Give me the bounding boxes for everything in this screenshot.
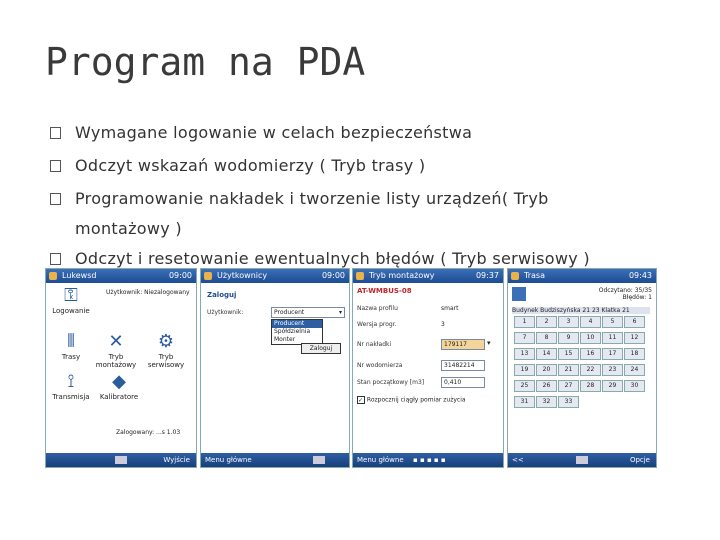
chevron-down-icon[interactable]: ▾ <box>487 339 491 347</box>
initial-state-input[interactable]: 0,410 <box>441 377 485 388</box>
device-name: AT-WMBUS-08 <box>357 287 412 295</box>
trasy-button[interactable]: ⫴ Trasy <box>46 331 96 361</box>
start-icon[interactable] <box>49 272 57 280</box>
back-softkey[interactable]: << <box>512 456 524 464</box>
slide-title: Program na PDA <box>45 40 366 84</box>
zaloguj-link[interactable]: Zaloguj <box>207 291 237 299</box>
options-softkey[interactable]: Opcje <box>629 456 650 464</box>
pda-screen-route <box>507 268 657 468</box>
field-label: Nr nakładki <box>357 341 392 348</box>
title-bar: Lukewsd 09:00 <box>46 269 196 283</box>
apartment-cell[interactable]: 4 <box>580 316 601 328</box>
apartment-cell[interactable]: 26 <box>536 380 557 392</box>
title-bar: Użytkownicy 09:00 <box>201 269 349 283</box>
user-dropdown <box>271 319 323 345</box>
bullet-item: Wymagane logowanie w celach bezpieczeństwa <box>48 122 708 144</box>
bullet-item: Odczyt wskazań wodomierzy ( Tryb trasy ) <box>48 155 708 177</box>
title-bar: Trasa 09:43 <box>508 269 656 283</box>
checkbox-icon: ✓ <box>358 397 364 404</box>
pda-screen-installation <box>352 268 504 468</box>
calibrator-icon: ◆ <box>112 371 126 392</box>
user-label: Użytkownik: <box>207 309 244 316</box>
keyboard-icon[interactable] <box>115 456 127 464</box>
field-label: Stan początkowy [m3] <box>357 379 425 386</box>
key-icon: ⚿ <box>64 285 78 306</box>
tryb-serwisowy-button[interactable]: ⚙ Tryb serwisowy <box>141 331 191 369</box>
logowanie-button[interactable]: ⚿ Logowanie <box>46 285 96 315</box>
apartment-cell[interactable]: 2 <box>536 316 557 328</box>
user-status: Użytkownik: Niezalogowany <box>106 289 190 296</box>
version-value: 3 <box>441 321 445 328</box>
login-status: Zalogowany: ...s 1.03 <box>116 429 181 436</box>
main-menu-softkey[interactable]: Menu główne <box>357 456 404 464</box>
transmisja-button[interactable]: ⟟ Transmisja <box>46 371 96 401</box>
profile-value: smart <box>441 305 459 312</box>
apartment-cell[interactable]: 11 <box>602 332 623 344</box>
tryb-montazowy-button[interactable]: ✕ Tryb montażowy <box>91 331 141 369</box>
overlay-number-input[interactable]: 179117 <box>441 339 485 350</box>
continuous-measure-checkbox[interactable]: ✓ Rozpocznij ciągły pomiar zużycia <box>358 396 466 404</box>
apartment-cell[interactable]: 21 <box>558 364 579 376</box>
bullet-item: Programowanie nakładek i tworzenie listy urządzeń( Tryb montażowy ) <box>48 188 708 240</box>
kalibratore-button[interactable]: ◆ Kalibratore <box>94 371 144 401</box>
bottom-bar <box>46 453 196 467</box>
apartment-cell[interactable]: 29 <box>602 380 623 392</box>
keyboard-icon[interactable] <box>576 456 588 464</box>
street-header: Budynek Budziszyńska 21 23 Klatka 21 <box>512 307 650 314</box>
pda-screen-users <box>200 268 350 468</box>
apartment-cell[interactable]: 32 <box>536 396 557 408</box>
main-menu-softkey[interactable]: Menu główne <box>205 456 252 464</box>
apartment-cell[interactable]: 1 <box>514 316 535 328</box>
keyboard-icon[interactable] <box>313 456 325 464</box>
apartment-cell[interactable]: 24 <box>624 364 645 376</box>
bullet-box-icon <box>50 253 61 265</box>
apartment-cell[interactable]: 25 <box>514 380 535 392</box>
apartment-cell[interactable]: 9 <box>558 332 579 344</box>
apartment-cell[interactable]: 31 <box>514 396 535 408</box>
bullet-box-icon <box>50 127 61 139</box>
apartment-cell[interactable]: 12 <box>624 332 645 344</box>
title-bar: Tryb montażowy 09:37 <box>353 269 503 283</box>
field-label: Nr wodomierza <box>357 362 403 369</box>
apartment-cell[interactable]: 14 <box>536 348 557 360</box>
apartment-cell[interactable]: 13 <box>514 348 535 360</box>
apartment-cell[interactable]: 10 <box>580 332 601 344</box>
bullet-item: Odczyt i resetowanie ewentualnych błędów ( Tryb serwisowy ) <box>48 248 708 270</box>
apartment-cell[interactable]: 33 <box>558 396 579 408</box>
login-button[interactable]: Zaloguj <box>301 343 341 354</box>
apartment-cell[interactable]: 6 <box>624 316 645 328</box>
start-icon[interactable] <box>204 272 212 280</box>
user-select[interactable]: Producent ▾ <box>271 307 345 318</box>
chevron-down-icon: ▾ <box>338 309 342 316</box>
bottom-bar <box>353 453 503 467</box>
apartment-cell[interactable]: 23 <box>602 364 623 376</box>
meter-number-input[interactable]: 31482214 <box>441 360 485 371</box>
read-counter: Odczytano: 35/35 Błędów: 1 <box>598 287 652 301</box>
apartment-cell[interactable]: 8 <box>536 332 557 344</box>
route-back-icon[interactable] <box>512 287 526 301</box>
tools-icon: ✕ <box>108 331 124 352</box>
pda-screenshots <box>45 268 655 468</box>
apartment-cell[interactable]: 16 <box>580 348 601 360</box>
antenna-icon: ⟟ <box>67 371 75 392</box>
apartment-cell[interactable]: 7 <box>514 332 535 344</box>
apartment-cell[interactable]: 17 <box>602 348 623 360</box>
apartment-cell[interactable]: 3 <box>558 316 579 328</box>
apartment-cell[interactable]: 30 <box>624 380 645 392</box>
option-monter[interactable]: Monter <box>274 336 296 343</box>
bullet-box-icon <box>50 193 61 205</box>
toolbar-icons[interactable]: ▪ ▪ ▪ ▪ ▪ <box>413 456 446 464</box>
start-icon[interactable] <box>511 272 519 280</box>
apartment-cell[interactable]: 5 <box>602 316 623 328</box>
bottom-bar <box>201 453 349 467</box>
field-label: Nazwa profilu <box>357 305 398 312</box>
apartment-cell[interactable]: 19 <box>514 364 535 376</box>
apartment-cell[interactable]: 28 <box>580 380 601 392</box>
field-label: Wersja progr. <box>357 321 397 328</box>
option-spoldzielnia[interactable]: Spółdzielnia <box>274 328 311 335</box>
gears-icon: ⚙ <box>157 331 175 352</box>
apartment-cell[interactable]: 22 <box>580 364 601 376</box>
bullet-box-icon <box>50 160 61 172</box>
bottom-bar <box>508 453 656 467</box>
exit-softkey[interactable]: Wyjście <box>163 456 190 464</box>
apartment-cell[interactable]: 15 <box>558 348 579 360</box>
apartment-cell[interactable]: 18 <box>624 348 645 360</box>
route-icon: ⫴ <box>67 331 75 352</box>
option-producent[interactable]: Producent <box>272 320 322 328</box>
apartment-cell[interactable]: 20 <box>536 364 557 376</box>
bullet-list <box>48 122 708 270</box>
start-icon[interactable] <box>356 272 364 280</box>
apartment-cell[interactable]: 27 <box>558 380 579 392</box>
pda-screen-main-menu <box>45 268 197 468</box>
